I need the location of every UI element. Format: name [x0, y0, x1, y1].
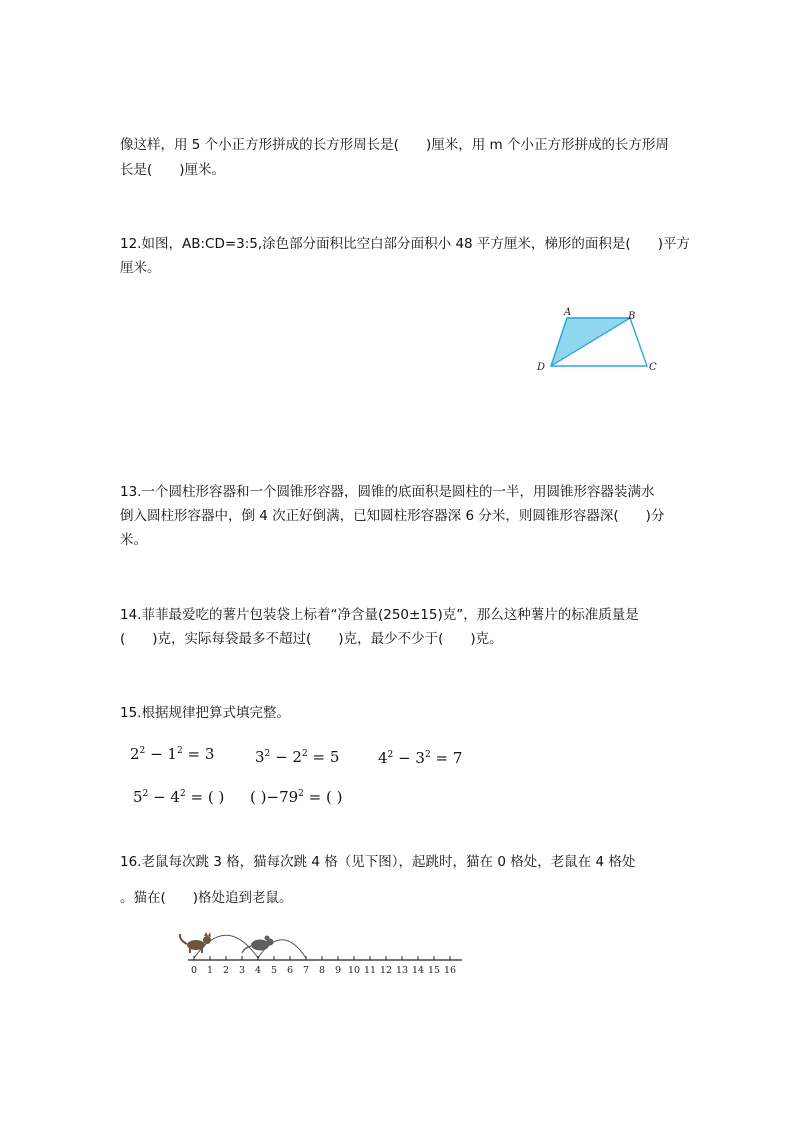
number-line-tick-label: 2 — [222, 965, 230, 976]
label-b: B — [628, 311, 636, 322]
number-line-figure — [172, 926, 472, 982]
number-line-tick-label: 9 — [334, 965, 342, 976]
label-c: C — [649, 362, 657, 373]
number-line-tick-label: 12 — [379, 965, 393, 976]
q15-title: 15.根据规律把算式填完整。 — [120, 705, 290, 721]
q13-line-2: 倒入圆柱形容器中，倒 4 次正好倒满，已知圆柱形容器深 6 分米，则圆锥形容器深( )分 — [120, 508, 665, 524]
number-line-tick-label: 8 — [318, 965, 326, 976]
q12-line-1: 12.如图，AB:CD=3:5,涂色部分面积比空白部分面积小 48 平方厘米，梯形的面积是( )平方 — [120, 236, 690, 252]
equation-2: $3^2 - 2^2 = 5$ — [255, 748, 340, 766]
trapezoid-figure — [530, 302, 670, 378]
number-line-tick-label: 3 — [238, 965, 246, 976]
number-line-tick-label: 10 — [347, 965, 361, 976]
q16-line-2: 。猫在( )格处追到老鼠。 — [120, 890, 293, 906]
number-line-tick-label: 6 — [286, 965, 294, 976]
equation-4: $5^2 - 4^2$ = ( ) — [133, 788, 225, 806]
q11-line-2: 长是( )厘米。 — [120, 162, 226, 178]
q16-line-1: 16.老鼠每次跳 3 格，猫每次跳 4 格（见下图），起跳时，猫在 0 格处，老鼠在 4 格处 — [120, 854, 636, 870]
q12-line-2: 厘米。 — [120, 260, 161, 276]
label-a: A — [564, 307, 572, 318]
number-line-tick-label: 13 — [395, 965, 409, 976]
number-line-tick-label: 5 — [270, 965, 278, 976]
cat-icon — [180, 932, 211, 953]
q14-line-2: ( )克，实际每袋最多不超过( )克，最少不少于( )克。 — [120, 631, 503, 647]
number-line-tick-label: 16 — [443, 965, 457, 976]
number-line-tick-label: 14 — [411, 965, 425, 976]
q13-line-3: 米。 — [120, 532, 147, 548]
equation-1: $2^2 - 1^2 = 3$ — [130, 745, 215, 763]
number-line-tick-label: 1 — [206, 965, 214, 976]
number-line-tick-label: 4 — [254, 965, 262, 976]
q11-line-1: 像这样，用 5 个小正方形拼成的长方形周长是( )厘米，用 m 个小正方形拼成的长方形周 — [120, 137, 669, 153]
q13-line-1: 13.一个圆柱形容器和一个圆锥形容器，圆锥的底面积是圆柱的一半，用圆锥形容器装满水 — [120, 484, 655, 500]
number-line-tick-label: 11 — [363, 965, 377, 976]
number-line-tick-label: 15 — [427, 965, 441, 976]
equation-3: $4^2 - 3^2 = 7$ — [378, 749, 463, 767]
equation-5: ( )$-79^2$ = ( ) — [250, 788, 343, 806]
number-line-tick-label: 0 — [190, 965, 198, 976]
number-line-tick-label: 7 — [302, 965, 310, 976]
label-d: D — [537, 362, 546, 373]
q14-line-1: 14.菲菲最爱吃的薯片包装袋上标着“净含量(250±15)克”，那么这种薯片的标准质量是 — [120, 607, 639, 623]
